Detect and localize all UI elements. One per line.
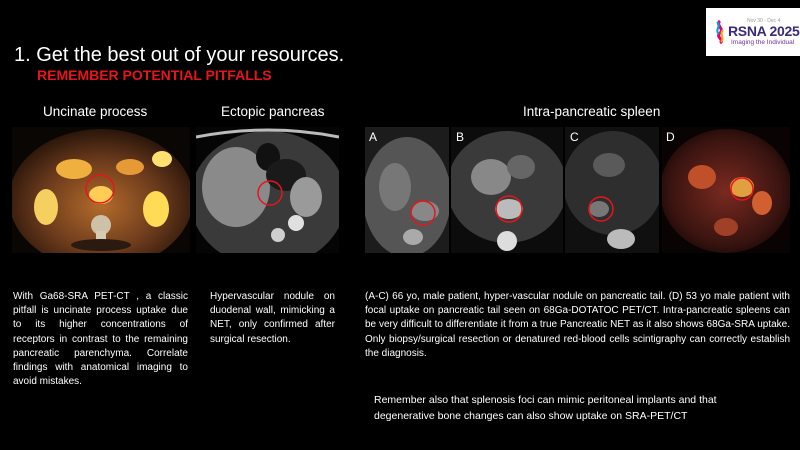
heading-ectopic: Ectopic pancreas: [221, 104, 325, 119]
panel-label-c: C: [570, 130, 579, 144]
spleen-pet-ct-image-d: [662, 127, 790, 253]
spleen-description: (A-C) 66 yo, male patient, hyper-vascular nodule on pancreatic tail. (D) 53 yo male patient with focal uptake on pancreatic tail seen on 68Ga-DOTATOC PET/CT. Intra-pancreatic spleens can be very difficult to differentiate it from a true Pancreatic NET as it also shows 68Ga-SRA uptake. Only biopsy/surgical resection or denatured red-blood cells scintigraphy can correctly establish the diagnosis.: [365, 291, 790, 359]
panel-label-b: B: [456, 130, 465, 144]
logo-brand: RSNA 2025: [728, 23, 800, 39]
rsna-logo: [706, 8, 800, 56]
page-subtitle: REMEMBER POTENTIAL PITFALLS: [37, 67, 272, 83]
spleen-ct-image-a: [365, 127, 449, 253]
uncinate-pet-ct-image: [12, 127, 190, 253]
ectopic-description: Hypervascular nodule on duodenal wall, mimicking a NET, only confirmed after surgical resection.: [210, 291, 335, 345]
remember-note: Remember also that splenosis foci can mimic peritoneal implants and that degenerative bone changes can also show uptake on SRA-PET/CT: [374, 394, 717, 422]
rsna-swirl-icon: [713, 20, 727, 44]
heading-uncinate: Uncinate process: [43, 104, 148, 119]
uncinate-description: With Ga68-SRA PET-CT , a classic pitfall is uncinate process uptake due to its higher concentrations of receptors in contrast to the remaining pancreatic parenchyma. Correlate findings with anatomical imaging to avoid mistakes.: [13, 291, 188, 388]
panel-label-a: A: [369, 130, 378, 144]
ectopic-pancreas-ct-image: [196, 127, 339, 253]
spleen-mri-image-c: [565, 127, 659, 253]
panel-label-d: D: [666, 130, 675, 144]
spleen-mri-image-b: [451, 127, 563, 253]
heading-spleen: Intra-pancreatic spleen: [523, 104, 661, 119]
logo-dates: Nov 30 - Dec 4: [747, 18, 781, 24]
logo-tagline: Imaging the Individual: [731, 39, 795, 46]
page-title: 1. Get the best out of your resources.: [14, 44, 345, 66]
